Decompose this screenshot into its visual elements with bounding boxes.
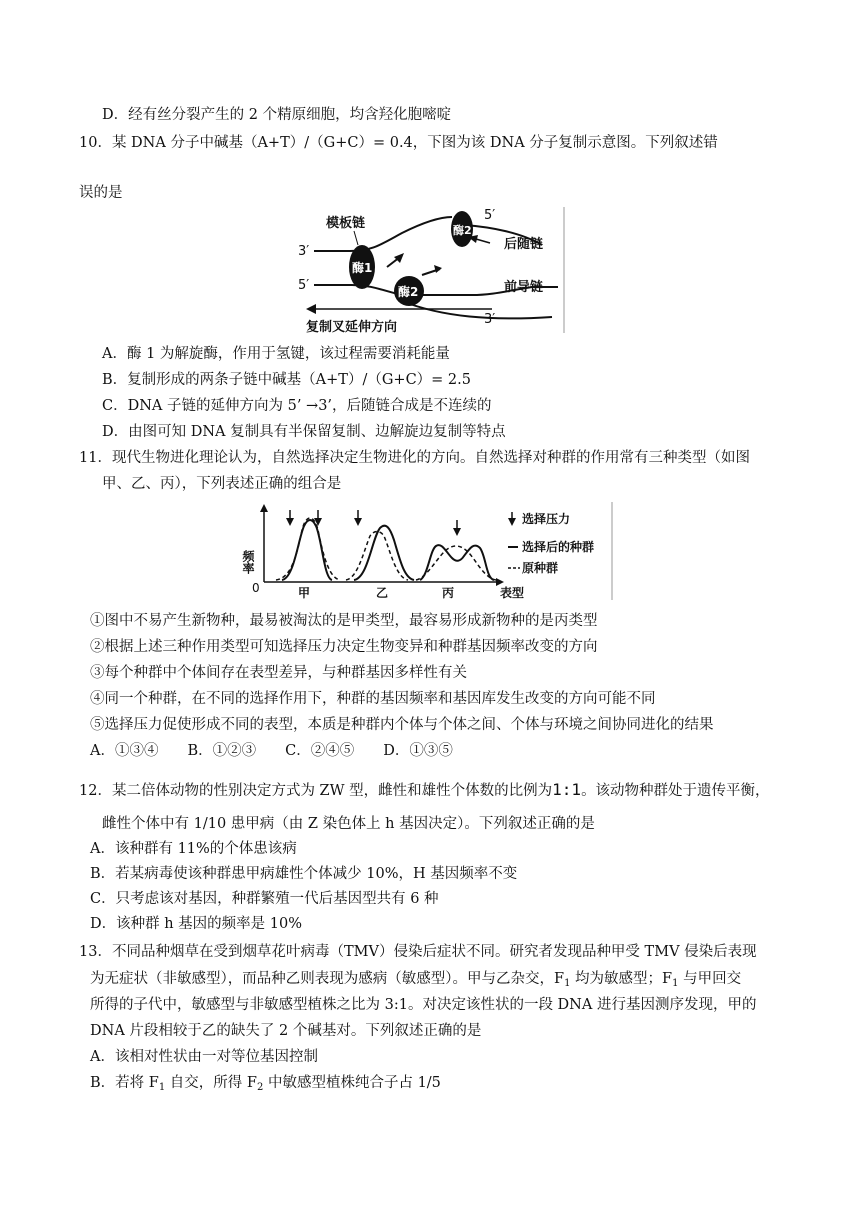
q11-stem-cont: 甲、乙、丙），下列表述正确的组合是 bbox=[102, 476, 342, 492]
end-3-right: 3′ bbox=[484, 312, 496, 327]
q13-option-a: A．该相对性状由一对等位基因控制 bbox=[90, 1049, 318, 1065]
x-axis-label: 表型 bbox=[500, 586, 525, 600]
q13-l2-sub1: 1 bbox=[564, 978, 571, 989]
leading-strand-label: 前导链 bbox=[504, 280, 544, 295]
legend-selection-pressure: 选择压力 bbox=[522, 512, 571, 526]
q13-stem-line3: 所得的子代中，敏感型与非敏感型植株之比为 3:1。对决定该性状的一段 DNA 进行基因测序发现，甲的 bbox=[90, 997, 757, 1013]
q11-statement-4: ④同一个种群，在不同的选择作用下，种群的基因频率和基因库发生改变的方向可能不同 bbox=[90, 691, 656, 707]
q9-option-d: D．经有丝分裂产生的 2 个精原细胞，均含羟化胞嘧啶 bbox=[102, 107, 452, 123]
end-5-left: 5′ bbox=[298, 278, 310, 293]
q13-l2-c: 与甲回交 bbox=[678, 971, 742, 987]
dna-replication-figure bbox=[292, 205, 568, 337]
q10-stem: 10．某 DNA 分子中碱基（A+T）/（G+C）= 0.4，下图为该 DNA 分子复制示意图。下列叙述错 bbox=[79, 135, 718, 151]
panel-label-jia: 甲 bbox=[298, 586, 311, 600]
q12-stem bbox=[79, 780, 770, 801]
legend-original-population: 原种群 bbox=[522, 561, 559, 575]
q10-option-c: C．DNA 子链的延伸方向为 5’ →3’，后随链合成是不连续的 bbox=[102, 398, 492, 414]
q13-l2-b: 均为敏感型；F bbox=[570, 971, 673, 987]
q12-stem-pre: 12．某二倍体动物的性别决定方式为 ZW 型，雌性和雄性个体数的比例为 bbox=[79, 783, 553, 799]
q13-option-b bbox=[90, 1073, 441, 1093]
enzyme2-bottom-label: 酶2 bbox=[398, 285, 419, 299]
q12-stem-post: 。该动物种群处于遗传平衡， bbox=[581, 783, 770, 799]
legend-after-selection: 选择后的种群 bbox=[522, 540, 595, 554]
q11-stem: 11．现代生物进化理论认为，自然选择决定生物进化的方向。自然选择对种群的作用常有三种类型（如图 bbox=[79, 450, 750, 466]
panel-label-bing: 丙 bbox=[442, 586, 455, 600]
end-5-right: 5′ bbox=[484, 208, 496, 223]
q13-ob-b: 自交，所得 F bbox=[165, 1075, 257, 1091]
q12-stem-cont: 雌性个体中有 1/10 患甲病（由 Z 染色体上 h 基因决定）。下列叙述正确的是 bbox=[102, 816, 595, 832]
q10-option-d: D．由图可知 DNA 复制具有半保留复制、边解旋边复制等特点 bbox=[102, 424, 506, 440]
q10-option-a: A．酶 1 为解旋酶，作用于氢键，该过程需要消耗能量 bbox=[102, 346, 450, 362]
q11-statement-5: ⑤选择压力促使形成不同的表型，本质是种群内个体与个体之间、个体与环境之间协同进化的结果 bbox=[90, 717, 714, 733]
q13-stem-line4: DNA 片段相较于乙的缺失了 2 个碱基对。下列叙述正确的是 bbox=[90, 1023, 482, 1039]
panel-label-yi: 乙 bbox=[376, 586, 389, 600]
fork-direction-label: 复制叉延伸方向 bbox=[306, 320, 398, 335]
q11-statement-1: ①图中不易产生新物种，最易被淘汰的是甲类型，最容易形成新物种的是丙类型 bbox=[90, 613, 598, 629]
enzyme2-top-label: 酶2 bbox=[453, 224, 472, 237]
q12-ratio: 1:1 bbox=[552, 780, 582, 799]
q13-ob-sub2: 2 bbox=[256, 1082, 264, 1093]
template-strand-label: 模板链 bbox=[326, 216, 366, 231]
q13-ob-sub1: 1 bbox=[158, 1082, 166, 1093]
lagging-strand-label: 后随链 bbox=[504, 237, 544, 252]
q13-l2-sub2: 1 bbox=[672, 978, 679, 989]
q10-stem-cont: 误的是 bbox=[79, 185, 123, 201]
q11-options: A．①③④ B．①②③ C．②④⑤ D．①③⑤ bbox=[90, 743, 453, 759]
q11-statement-3: ③每个种群中个体间存在表型差异，与种群基因多样性有关 bbox=[90, 665, 467, 681]
q13-stem: 13．不同品种烟草在受到烟草花叶病毒（TMV）侵染后症状不同。研究者发现品种甲受 TMV 侵染后表现 bbox=[79, 944, 757, 960]
q13-ob-c: 中敏感型植株纯合子占 1/5 bbox=[263, 1075, 441, 1091]
q12-option-a: A．该种群有 11%的个体患该病 bbox=[90, 841, 297, 857]
q12-option-d: D．该种群 h 基因的频率是 10% bbox=[90, 916, 303, 932]
enzyme1-label: 酶1 bbox=[352, 261, 373, 275]
q10-option-b: B．复制形成的两条子链中碱基（A+T）/（G+C）= 2.5 bbox=[102, 372, 471, 388]
y-axis-label: 频率 bbox=[241, 550, 255, 574]
q13-l2-a: 为无症状（非敏感型），而品种乙则表现为感病（敏感型）。甲与乙杂交，F bbox=[90, 971, 565, 987]
q13-stem-line2 bbox=[90, 969, 741, 989]
selection-types-figure bbox=[241, 500, 616, 602]
q12-option-c: C．只考虑该对基因，种群繁殖一代后基因型共有 6 种 bbox=[90, 891, 439, 907]
origin-label: 0 bbox=[252, 581, 260, 595]
q13-ob-a: B．若将 F bbox=[90, 1075, 159, 1091]
end-3-left: 3′ bbox=[298, 244, 310, 259]
q11-statement-2: ②根据上述三种作用类型可知选择压力决定生物变异和种群基因频率改变的方向 bbox=[90, 639, 598, 655]
q12-option-b: B．若某病毒使该种群患甲病雄性个体减少 10%，H 基因频率不变 bbox=[90, 866, 518, 882]
